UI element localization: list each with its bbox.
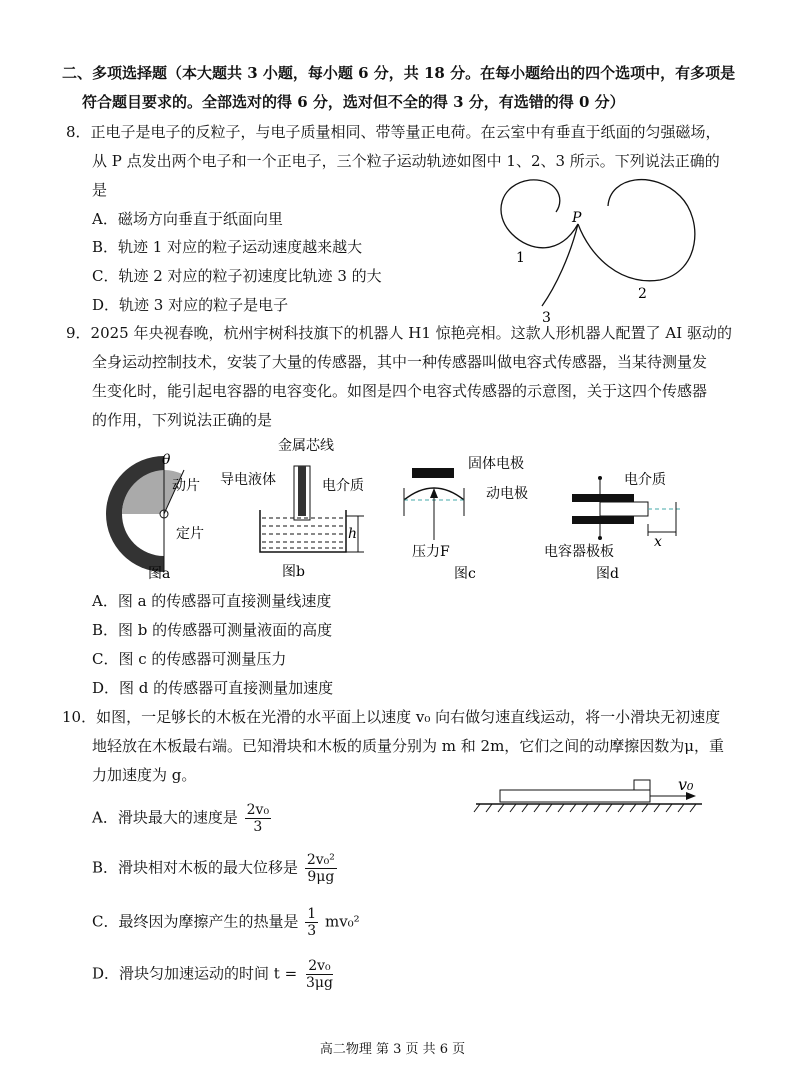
q8-track-figure [490, 176, 710, 326]
figure-b-caption: 图b [282, 564, 305, 580]
figure-d-caption: 图d [596, 566, 619, 582]
q8-stem-line2: 从 P 点发出两个电子和一个正电子，三个粒子运动轨迹如图中 1、2、3 所示。下列说法正确的 [92, 152, 720, 170]
q8-option-b: B．轨迹 1 对应的粒子运动速度越来越大 [92, 238, 363, 256]
q10-board-figure [470, 776, 710, 820]
fixed-plate-label: 定片 [176, 526, 204, 542]
velocity-v0-label: v₀ [678, 776, 694, 794]
q9-option-b: B．图 b 的传感器可测量液面的高度 [92, 621, 333, 639]
displacement-x-label: x [654, 534, 662, 550]
q9-stem-line4: 的作用，下列说法正确的是 [92, 411, 273, 429]
theta-label: θ [162, 452, 171, 468]
track-3-curve [542, 224, 578, 306]
q9-option-d: D．图 d 的传感器可直接测量加速度 [92, 679, 334, 697]
option-d-fraction: $\frac{\text{2v₀}}{3\mu g}$ [305, 958, 333, 991]
q10-stem-line1: 10．如图，一足够长的木板在光滑的水平面上以速度 v₀ 向右做匀速直线运动，将一小滑块无初速度 [62, 708, 721, 726]
q8-option-a: A．磁场方向垂直于纸面向里 [92, 210, 283, 228]
dielectric-d-label: 电介质 [624, 472, 666, 488]
q10-stem-line3: 力加速度为 g。 [92, 766, 197, 784]
track-2-label: 2 [638, 286, 647, 302]
pressure-label: 压力F [412, 544, 450, 560]
q9-option-c: C．图 c 的传感器可测量压力 [92, 650, 287, 668]
q10-option-c [92, 906, 360, 939]
q9-figure-c [390, 450, 540, 582]
option-c-fraction: $\frac{1}{3}$ [307, 906, 317, 939]
moving-electrode-label: 动电极 [486, 486, 528, 502]
slider-shape [634, 780, 650, 790]
track-3-label: 3 [542, 310, 551, 326]
q8-stem-line3: 是 [92, 181, 108, 199]
option-a-fraction: $\frac{\text{2v₀}}{3}$ [246, 802, 270, 835]
section-title-line1: 二、多项选择题（本大题共 3 小题，每小题 6 分，共 18 分。在每小题给出的四个选项中，有多项是 [62, 64, 736, 82]
q8-option-d: D．轨迹 3 对应的粒子是电子 [92, 296, 289, 314]
option-a-text: A．滑块最大的速度是 [92, 808, 238, 827]
q8-stem-line1: 8．正电子是电子的反粒子，与电子质量相同、带等量正电荷。在云室中有垂直于纸面的匀强磁场， [66, 123, 721, 141]
q10-option-a [92, 802, 273, 835]
solid-electrode-label: 固体电极 [468, 456, 524, 472]
board-shape [500, 790, 650, 802]
height-h-label: h [348, 526, 358, 542]
option-b-text: B．滑块相对木板的最大位移是 [92, 858, 299, 877]
conductive-liquid-label: 导电液体 [220, 472, 276, 488]
option-d-text: D．滑块匀加速运动的时间 t = [92, 964, 298, 983]
page-footer: 高二物理 第 3 页 共 6 页 [319, 1042, 466, 1057]
q8-option-c: C．轨迹 2 对应的粒子初速度比轨迹 3 的大 [92, 267, 382, 285]
section-title-line2: 符合题目要求的。全部选对的得 6 分，选对但不全的得 3 分，有选错的得 0 分） [82, 93, 625, 111]
option-c-tail: mv₀² [324, 912, 360, 931]
q9-figure-b [216, 436, 376, 582]
figure-c-caption: 图c [454, 566, 476, 582]
q10-stem-line2: 地轻放在木板最右端。已知滑块和木板的质量分别为 m 和 2m，它们之间的动摩擦因数为μ，重 [92, 737, 725, 755]
q9-stem-line1: 9．2025 年央视春晚，杭州宇树科技旗下的机器人 H1 惊艳亮相。这款人形机器人配置了 AI 驱动的 [66, 324, 732, 342]
q9-option-a: A．图 a 的传感器可直接测量线速度 [92, 592, 332, 610]
q9-stem-line2: 全身运动控制技术，安装了大量的传感器，其中一种传感器叫做电容式传感器，当某待测量发 [92, 353, 708, 371]
moving-plate-label: 动片 [172, 478, 200, 494]
metal-core-label: 金属芯线 [278, 438, 334, 454]
figure-a-caption: 图a [148, 566, 171, 582]
option-c-text: C．最终因为摩擦产生的热量是 [92, 912, 299, 931]
q10-option-b [92, 852, 339, 885]
q10-option-d [92, 958, 337, 991]
q9-stem-line3: 生变化时，能引起电容器的电容变化。如图是四个电容式传感器的示意图，关于这四个传感器 [92, 382, 708, 400]
point-p-label: P [572, 210, 582, 226]
dielectric-label: 电介质 [322, 478, 364, 494]
option-b-fraction: $\frac{\text{2v₀²}}{9\mu g}$ [306, 852, 335, 885]
q9-figure-a [104, 442, 224, 582]
capacitor-plates-label: 电容器极板 [544, 544, 614, 560]
q9-figure-d [540, 470, 700, 582]
track-2-curve [578, 180, 695, 281]
track-1-label: 1 [516, 250, 525, 266]
track-1-curve [501, 180, 578, 248]
